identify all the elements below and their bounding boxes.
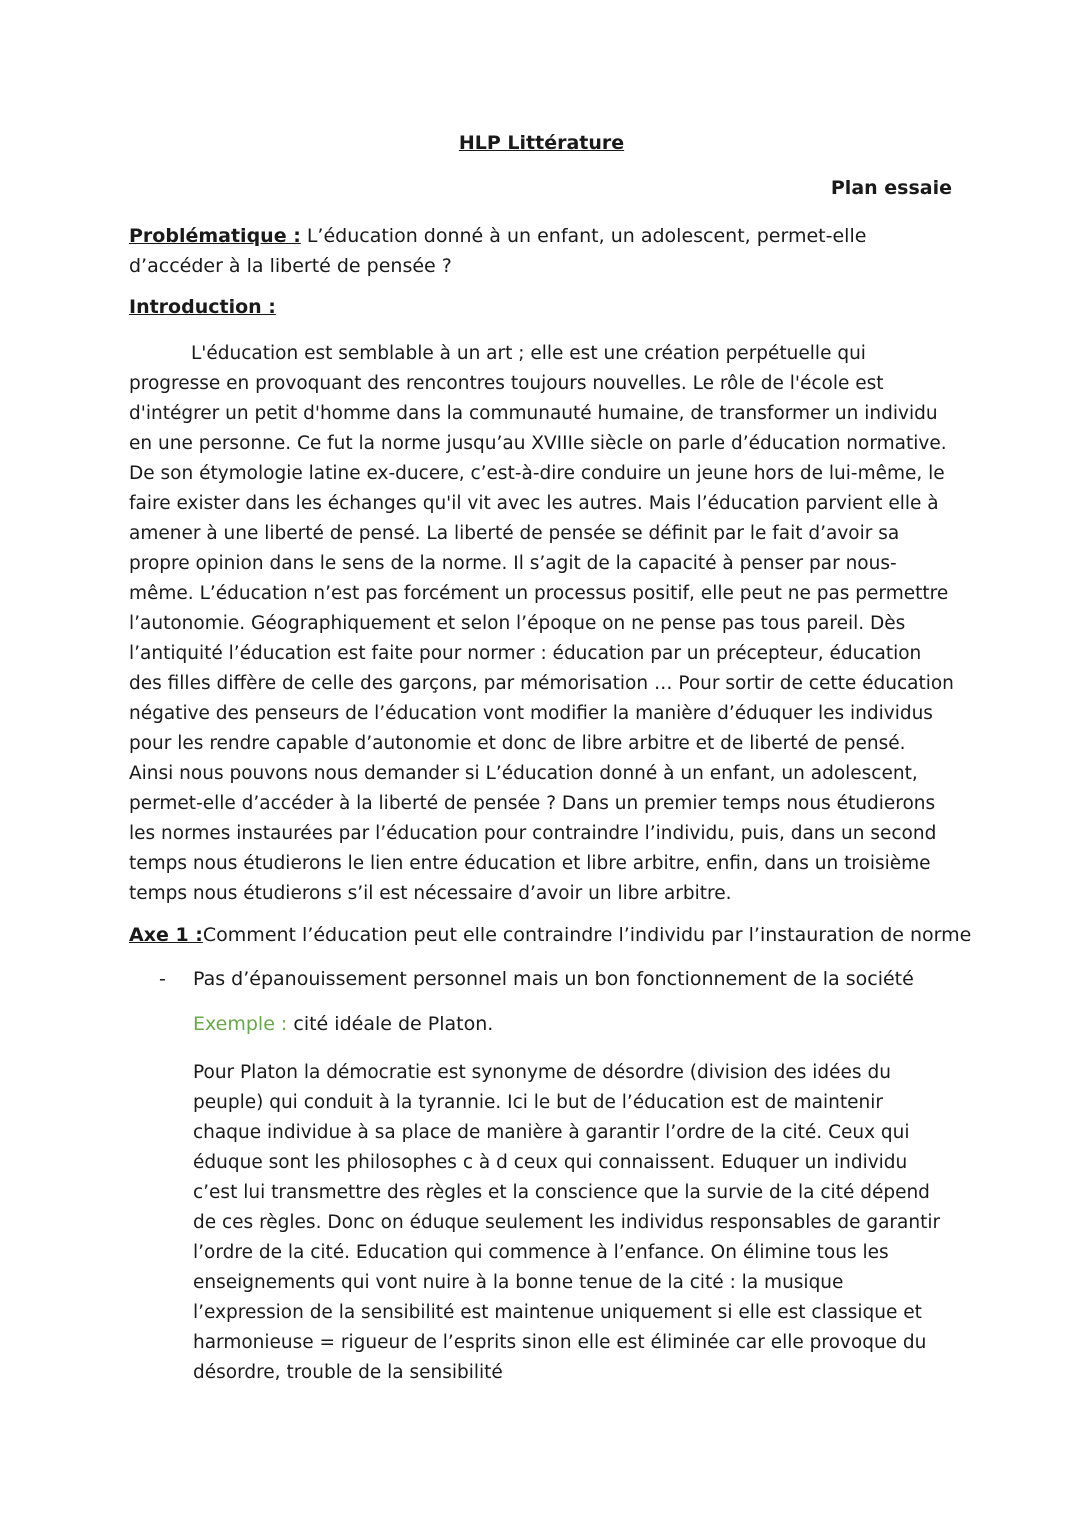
bullet-marker: - bbox=[159, 968, 166, 990]
document-subtitle: Plan essaie bbox=[830, 177, 952, 199]
problematique-text: L’éducation donné à un enfant, un adolescent, permet-elle d’accéder à la liberté de pensée ? bbox=[129, 225, 867, 277]
document-page bbox=[129, 0, 972, 1527]
axe1-label: Axe 1 : bbox=[129, 924, 203, 946]
document-title: HLP Littérature bbox=[458, 132, 625, 154]
example-label: Exemple : bbox=[193, 1013, 288, 1035]
problematique-paragraph bbox=[129, 221, 954, 281]
introduction-paragraph: L'éducation est semblable à un art ; elle est une création perpétuelle qui progresse en provoquant des rencontres toujours nouvelles. Le rôle de l'école est d'intégrer un petit d'homme dans la communauté humaine, de transformer un individu en une personne. Ce fut la norme jusqu’au XVIIIe siècle on parle d’éducation normative. De son étymologie latine ex-ducere, c’est-à-dire conduire un jeune hors de lui-même, le faire exister dans les échanges qu'il vit avec les autres. Mais l’éducation parvient elle à amener à une liberté de pensé. La liberté de pensée se définit par le fait d’avoir sa propre opinion dans le sens de la norme. Il s’agit de la capacité à penser par nous-même. L’éducation n’est pas forcément un processus positif, elle peut ne pas permettre l’autonomie. Géographiquement et selon l’époque on ne pense pas tous pareil. Dès l’antiquité l’éducation est faite pour normer : éducation par un précepteur, éducation des filles diffère de celle des garçons, par mémorisation … Pour sortir de cette éducation négative des penseurs de l’éducation vont modifier la manière d’éduquer les individus pour les rendre capable d’autonomie et donc de libre arbitre et de liberté de pensé. Ainsi nous pouvons nous demander si L’éducation donné à un enfant, un adolescent, permet-elle d’accéder à la liberté de pensée ? Dans un premier temps nous étudierons les normes instaurées par l’éducation pour contraindre l’individu, puis, dans un second temps nous étudierons le lien entre éducation et libre arbitre, enfin, dans un troisième temps nous étudierons s’il est nécessaire d’avoir un libre arbitre. bbox=[129, 343, 954, 904]
example-line bbox=[193, 1013, 493, 1035]
platon-paragraph: Pour Platon la démocratie est synonyme de désordre (division des idées du peuple) qui conduit à la tyrannie. Ici le but de l’éducation est de maintenir chaque individue à sa place de manière à garantir l’ordre de la cité. Ceux qui éduque sont les philosophes c à d ceux qui connaissent. Eduquer un individu c’est lui transmettre des règles et la conscience que la survie de la cité dépend de ces règles. Donc on éduque seulement les individus responsables de garantir l’ordre de la cité. Education qui commence à l’enfance. On élimine tous les enseignements qui vont nuire à la bonne tenue de la cité : la musique l’expression de la sensibilité est maintenue uniquement si elle est classique et harmonieuse = rigueur de l’esprits sinon elle est éliminée car elle provoque du désordre, trouble de la sensibilité bbox=[193, 1062, 941, 1383]
bullet-text: Pas d’épanouissement personnel mais un bon fonctionnement de la société bbox=[193, 968, 914, 990]
axe1-text: Comment l’éducation peut elle contraindre l’individu par l’instauration de norme bbox=[202, 924, 972, 946]
problematique-label: Problématique : bbox=[129, 225, 301, 247]
axe1-heading bbox=[129, 924, 972, 946]
introduction-heading: Introduction : bbox=[129, 296, 276, 318]
example-text: cité idéale de Platon. bbox=[287, 1013, 494, 1035]
